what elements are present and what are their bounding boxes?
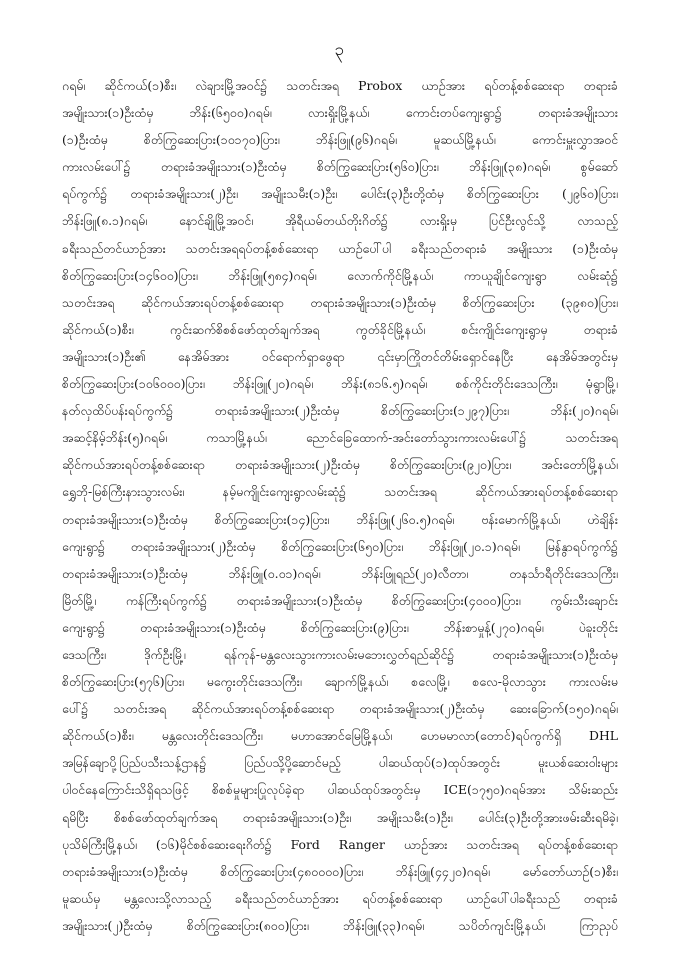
page-number: ၃ <box>334 40 345 60</box>
text-line: အမျိုးသား(၁)ဦး၏ နေအိမ်အား ဝင်ရောက်ရှာဖွေရာ ၎င်းမှာကြိုတင်တိမ်းရှောင်နေပြီး နေအိမ်အတွင်းမှ <box>62 348 618 364</box>
text-line: စိတ်ကြွဆေးပြား(၅၇၆)ပြား၊ မကွေးတိုင်းဒေသကြီး၊ ချောက်မြို့နယ်၊ စလေမြို့၊ စလေ-မိုလာသွား ကားလမ်းမ <box>62 674 618 690</box>
text-line: အဆင့်နိမ့်ဘိန်း(၅)ဂရမ်၊ ကသာမြို့နယ်၊ ညောင်ခြေထောက်-အင်းတော်သွားကားလမ်းပေါ်၌ သတင်းအရ <box>62 430 618 446</box>
body-text <box>62 72 618 942</box>
text-line: ဂရမ်၊ ဆိုင်ကယ်(၁)စီး၊ လဲချားမြို့အဝင်၌ သတင်းအရ Probox ယာဉ်အား ရပ်တန့်စစ်ဆေးရာ တရားခံ <box>62 78 618 93</box>
text-line: ရွှေဘို-မြစ်ကြီးနားသွားလမ်း၊ နမ့်မကျိုင်းကျေးရွာလမ်းဆုံ၌ သတင်းအရ ဆိုင်ကယ်အားရပ်တန့်စစ်ဆေးရာ <box>62 484 618 500</box>
text-line: ကျေးရွာ၌ တရားခံအမျိုးသား(၁)ဦးထံမှ စိတ်ကြွဆေးပြား(၉)ပြား၊ ဘိန်းစာမှုန့်(၂၇၀)ဂရမ်၊ ပဲခူးတိုင်း <box>62 619 618 635</box>
text-line: ပါဝင်နေကြောင်းသိရှိရသဖြင့် စိစစ်မှုများပြုလုပ်ခဲ့ရာ ပါဆယ်ထုပ်အတွင်းမှ ICE(၁၇၅၀)ဂရမ်အား သိမ်းဆည်း <box>62 782 618 798</box>
text-line: ဆိုင်ကယ်(၁)စီး၊ မန္တလေးတိုင်းဒေသကြီး၊ မဟာအောင်မြေမြို့နယ်၊ ဟေမမာလာ(တောင်)ရပ်ကွက်ရှိ DHL <box>62 728 618 744</box>
text-line: အမြန်ချောပို့ပြည်ပသီးသန့်ဌာန၌ ပြည်ပသို့ပို့ဆောင်မည့် ပါဆယ်ထုပ်(၁)ထုပ်အတွင်း မူးယစ်ဆေးဝါးများ <box>62 755 618 771</box>
text-line: နတ်လှထိပ်ပန်းရပ်ကွက်၌ တရားခံအမျိုးသား(၂)ဦးထံမှ စိတ်ကြွဆေးပြား(၁၂၉၇)ပြား၊ ဘိန်း(၂၀)ဂရမ်၊ <box>62 403 618 419</box>
text-line: တရားခံအမျိုးသား(၁)ဦးထံမှ စိတ်ကြွဆေးပြား(၄၈၀၀၀၀)ပြား၊ ဘိန်းဖြူ(၄၄၂၀)ဂရမ်၊ မော်တော်ယာဉ်(၁)စီး၊ <box>62 863 618 879</box>
text-line: သတင်းအရ ဆိုင်ကယ်အားရပ်တန့်စစ်ဆေးရာ တရားခံအမျိုးသား(၁)ဦးထံမှ စိတ်ကြွဆေးပြား (၃၉၈၀)ပြား၊ <box>62 294 618 310</box>
text-line: ရမိပြီး စိစစ်ဖော်ထုတ်ချက်အရ တရားခံအမျိုးသား(၁)ဦး၊ အမျိုးသမီး(၁)ဦး၊ ပေါင်း(၃)ဦးတို့အားဖမ်းဆီးရမိခဲ့၊ <box>62 809 618 825</box>
text-line: အမျိုးသား(၁)ဦးထံမှ ဘိန်း(၆၅၀၀)ဂရမ်၊ လားရှိုးမြို့နယ်၊ ကောင်းတပ်ကျေးရွာ၌ တရားခံအမျိုးသား <box>62 105 618 121</box>
text-line: ဆိုင်ကယ်အားရပ်တန့်စစ်ဆေးရာ တရားခံအမျိုးသား(၂)ဦးထံမှ စိတ်ကြွဆေးပြား(၉၂၀)ပြား၊ အင်းတော်မြို့နယ်၊ <box>62 457 618 473</box>
text-line: စိတ်ကြွဆေးပြား(၁၀၆၀၀၀)ပြား၊ ဘိန်းဖြူ(၂၀)ဂရမ်၊ ဘိန်း(၈၁၆.၅)ဂရမ်၊ စစ်ကိုင်းတိုင်းဒေသကြီး၊ မုံရွာမြို့၊ <box>62 376 618 392</box>
text-line: ကားလမ်းပေါ်၌ တရားခံအမျိုးသား(၁)ဦးထံမှ စိတ်ကြွဆေးပြား(၅၆၀)ပြား၊ ဘိန်းဖြူ(၃၈)ဂရမ်၊ စွမ်ဆော် <box>62 159 618 175</box>
text-line: မူဆယ်မှ မန္တလေးသို့လာသည့် ခရီးသည်တင်ယာဉ်အား ရပ်တန့်စစ်ဆေးရာ ယာဉ်ပေါ်ပါခရီးသည် တရားခံ <box>62 890 618 906</box>
text-line: အမျိုးသား(၂)ဦးထံမှ စိတ်ကြွဆေးပြား(၈၀၀)ပြား၊ ဘိန်းဖြူ(၃၃)ဂရမ်၊ သပိတ်ကျင်းမြို့နယ်၊ ကြာညှပ် <box>62 917 618 933</box>
text-line: ဒေသကြီး၊ ဒိုက်ဦးမြို့၊ ရန်ကုန်-မန္တလေးသွားကားလမ်းမဘေးလွှတ်ရည်ဆိုင်၌ တရားခံအမျိုးသား(၁)ဦးထံမှ <box>62 646 618 662</box>
text-line: တရားခံအမျိုးသား(၁)ဦးထံမှ စိတ်ကြွဆေးပြား(၁၄)ပြား၊ ဘိန်းဖြူ(၂၆၀.၅)ဂရမ်၊ ဗန်းမောက်မြို့နယ်၊ ဟဲချိန်း <box>62 511 618 527</box>
text-line: ပေါ်၌ သတင်းအရ ဆိုင်ကယ်အားရပ်တန့်စစ်ဆေးရာ တရားခံအမျိုးသား(၂)ဦးထံမှ ဆေးခြောက်(၁၅၀)ဂရမ်၊ <box>62 701 618 717</box>
text-line: တရားခံအမျိုးသား(၁)ဦးထံမှ ဘိန်းဖြူ(၀.၀၁)ဂရမ်၊ ဘိန်းဖြူရည်(၂၀)လီတာ၊ တနင်္သာရီတိုင်းဒေသကြီး၊ <box>62 565 618 581</box>
text-line: ကျေးရွာ၌ တရားခံအမျိုးသား(၂)ဦးထံမှ စိတ်ကြွဆေးပြား(၆၅၀)ပြား၊ ဘိန်းဖြူ(၂၀.၁)ဂရမ်၊ မြန်နွာရပ်ကွက်၌ <box>62 538 618 554</box>
text-line: မြိတ်မြို့၊ ကန်ကြီးရပ်ကွက်၌ တရားခံအမျိုးသား(၁)ဦးထံမှ စိတ်ကြွဆေးပြား(၄၀၀၀)ပြား၊ ကွမ်းသီးချောင်း <box>62 592 618 608</box>
text-line: စိတ်ကြွဆေးပြား(၁၄၆၀၀)ပြား၊ ဘိန်းဖြူ(၅၈၄)ဂရမ်၊ လောက်ကိုင်မြို့နယ်၊ ကာယူချိုင်ကျေးရွာ လမ်းဆုံ၌ <box>62 267 618 283</box>
text-line: ပုသိမ်ကြီးမြို့နယ်၊ (၁၆)မိုင်စစ်ဆေးရေးဂိတ်၌ Ford Ranger ယာဉ်အား သတင်းအရ ရပ်တန့်စစ်ဆေးရာ <box>62 836 618 852</box>
text-line: ဆိုင်ကယ်(၁)စီး၊ ကွင်းဆက်စိစစ်ဖော်ထုတ်ချက်အရ ကွတ်ခိုင်မြို့နယ်၊ စင်းကျိုင်းကျေးရွာမှ တရားခံ <box>62 321 618 337</box>
text-line: ခရီးသည်တင်ယာဉ်အား သတင်းအရရပ်တန့်စစ်ဆေးရာ ယာဉ်ပေါ်ပါ ခရီးသည်တရားခံ အမျိုးသား (၁)ဦးထံမှ <box>62 240 618 256</box>
text-line: ရပ်ကွက်၌ တရားခံအမျိုးသား(၂)ဦး၊ အမျိုးသမီး(၁)ဦး၊ ပေါင်း(၃)ဦးတို့ထံမှ စိတ်ကြွဆေးပြား (၂၉၆၀)ပြား၊ <box>62 186 618 202</box>
text-line: (၁)ဦးထံမှ စိတ်ကြွဆေးပြား(၁၀၁၇၀)ပြား၊ ဘိန်းဖြူ(၉၆)ဂရမ်၊ မူဆယ်မြို့နယ်၊ ကောင်းမှူးလွှာအဝင် <box>62 132 618 148</box>
text-line: ဘိန်းဖြူ(၈.၁)ဂရမ်၊ နောင်ချိုမြို့အဝင်၊ အိုရီယမ်တယ်တိုးဂိတ်၌ လားရှိုးမှ ပြင်ဦးလွင်သို့ လာသည့် <box>62 213 618 229</box>
